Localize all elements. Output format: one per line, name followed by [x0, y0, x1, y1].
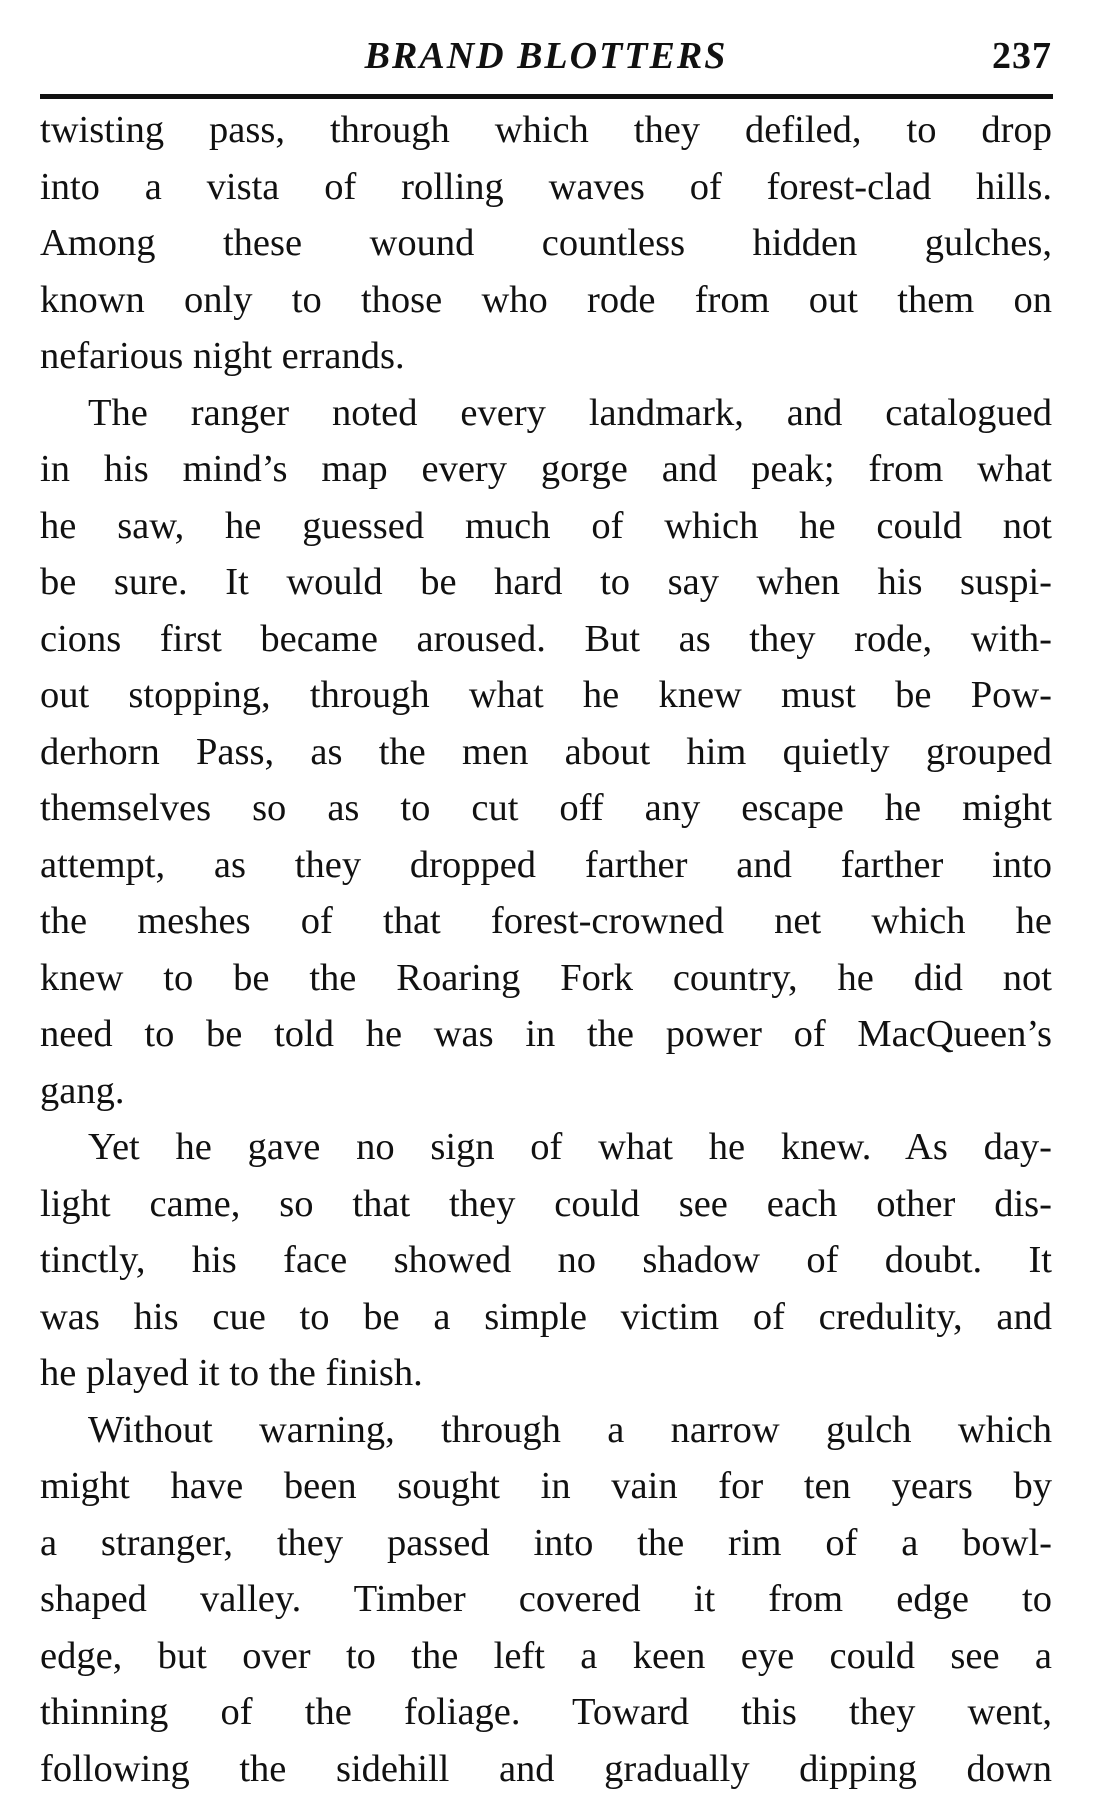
text-line: knew to be the Roaring Fork country, he did not — [40, 956, 1052, 999]
text-line: the meshes of that forest-crowned net which he — [40, 900, 1052, 942]
text-line: he played it to the finish. — [40, 1352, 423, 1394]
text-line: a stranger, they passed into the rim of a bowl- — [40, 1521, 1052, 1564]
text-line: The ranger noted every landmark, and catalogued — [88, 391, 1052, 434]
text-line: known only to those who rode from out them on — [40, 278, 1052, 321]
text-line: edge, but over to the left a keen eye could see a — [40, 1634, 1052, 1677]
text-line: Yet he gave no sign of what he knew. As day- — [88, 1126, 1052, 1168]
text-line: he saw, he guessed much of which he could not — [40, 504, 1052, 547]
running-title: BRAND BLOTTERS — [364, 35, 728, 77]
page-number: 237 — [992, 35, 1052, 77]
running-head — [40, 30, 1052, 86]
text-line: might have been sought in vain for ten years by — [40, 1465, 1052, 1507]
text-line: following the sidehill and gradually dipping down — [40, 1747, 1052, 1790]
text-line: attempt, as they dropped farther and farther into — [40, 843, 1052, 886]
text-line: nefarious night errands. — [40, 335, 405, 377]
text-line: into a vista of rolling waves of forest-clad hills. — [40, 165, 1052, 208]
text-line: was his cue to be a simple victim of credulity, and — [40, 1295, 1052, 1338]
text-line: gang. — [40, 1069, 125, 1112]
text-line: light came, so that they could see each other dis- — [40, 1182, 1052, 1225]
text-line: out stopping, through what he knew must be Pow- — [40, 674, 1052, 716]
text-line: twisting pass, through which they defiled, to drop — [40, 109, 1052, 151]
body-text — [40, 102, 1052, 1797]
text-line: need to be told he was in the power of MacQueen’s — [40, 1013, 1052, 1055]
text-line: Among these wound countless hidden gulches, — [40, 222, 1052, 264]
text-line: tinctly, his face showed no shadow of doubt. It — [40, 1239, 1052, 1281]
text-line: be sure. It would be hard to say when his suspi- — [40, 561, 1052, 603]
text-line: Without warning, through a narrow gulch which — [88, 1408, 1052, 1451]
text-line: cions first became aroused. But as they rode, with- — [40, 617, 1052, 660]
header-rule — [40, 94, 1053, 99]
text-line: in his mind’s map every gorge and peak; from what — [40, 448, 1052, 490]
text-line: thinning of the foliage. Toward this they went, — [40, 1691, 1052, 1733]
text-line: shaped valley. Timber covered it from edge to — [40, 1578, 1052, 1620]
text-line: derhorn Pass, as the men about him quietly grouped — [40, 730, 1052, 773]
text-line: themselves so as to cut off any escape he might — [40, 787, 1052, 829]
